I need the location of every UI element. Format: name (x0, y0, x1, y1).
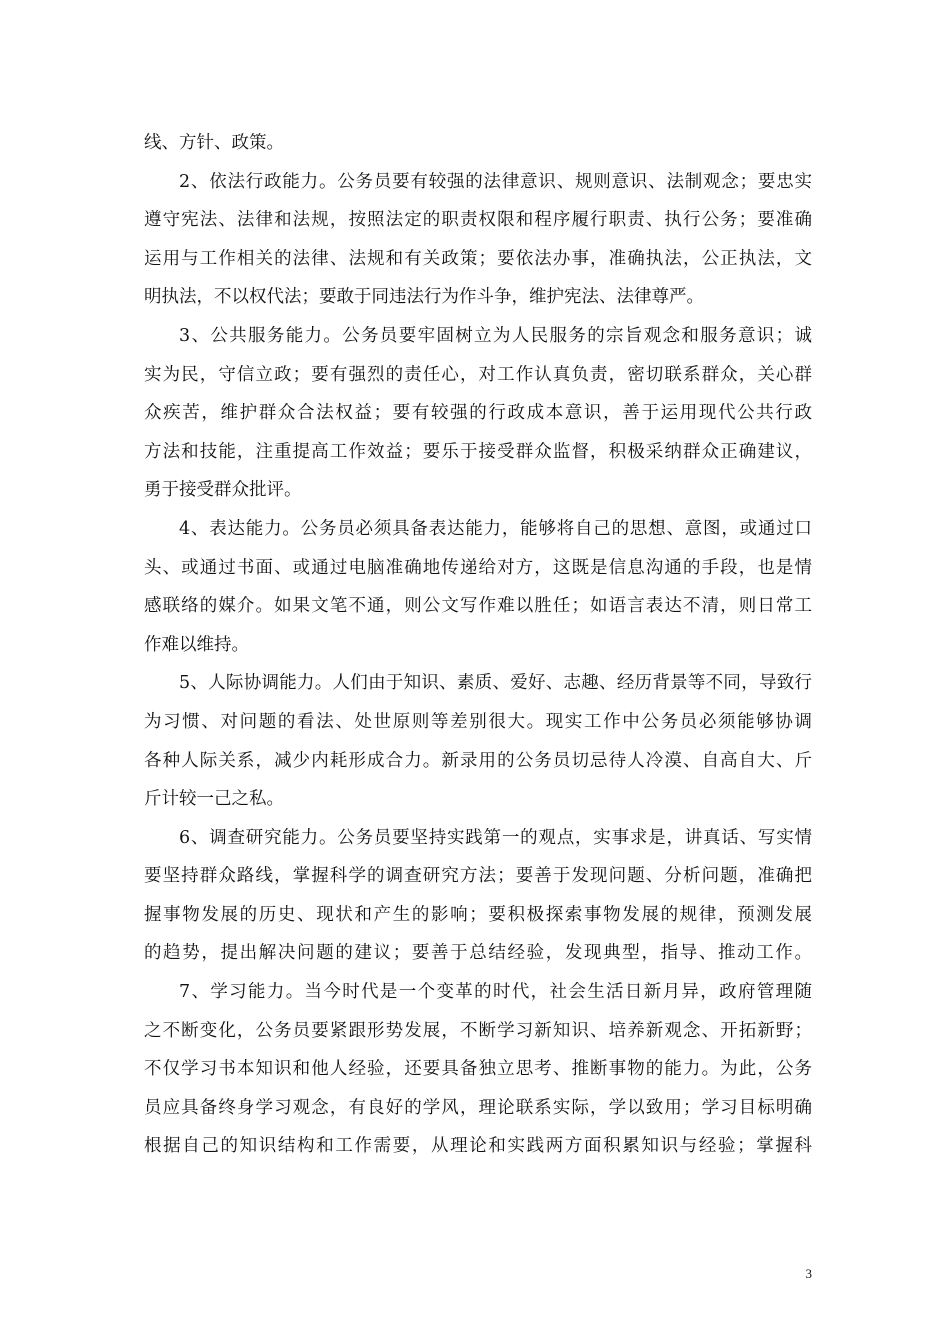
text-line: 线、方针、政策。 (144, 133, 284, 153)
text-line: 3、公共服务能力。公务员要牢固树立为人民服务的宗旨观念和服务意识；诚 (179, 325, 812, 346)
page-number: 3 (805, 1266, 812, 1281)
text-line: 众疾苦，维护群众合法权益；要有较强的行政成本意识，善于运用现代公共行政 (144, 403, 812, 424)
text-line: 2、依法行政能力。公务员要有较强的法律意识、规则意识、法制观念；要忠实 (179, 171, 812, 192)
text-line: 勇于接受群众批评。 (144, 480, 302, 501)
text-line: 遵守宪法、法律和法规，按照法定的职责权限和程序履行职责、执行公务；要准确 (144, 210, 812, 231)
text-line: 握事物发展的历史、现状和产生的影响；要积极探索事物发展的规律，预测发展 (144, 904, 812, 925)
text-line: 要坚持群众路线，掌握科学的调查研究方法；要善于发现问题、分析问题，准确把 (144, 866, 812, 887)
text-line: 感联络的媒介。如果文笔不通，则公文写作难以胜任；如语言表达不清，则日常工 (144, 596, 812, 617)
text-line: 各种人际关系，减少内耗形成合力。新录用的公务员切忌待人冷漠、自高自大、斤 (144, 750, 812, 771)
text-line: 不仅学习书本知识和他人经验，还要具备独立思考、推断事物的能力。为此，公务 (144, 1059, 812, 1080)
text-line: 明执法，不以权代法；要敢于同违法行为作斗争，维护宪法、法律尊严。 (144, 287, 704, 308)
text-line: 斤计较一己之私。 (144, 789, 284, 810)
text-line: 6、调查研究能力。公务员要坚持实践第一的观点，实事求是，讲真话、写实情 (179, 827, 812, 848)
text-line: 员应具备终身学习观念，有良好的学风，理论联系实际，学以致用；学习目标明确 (144, 1097, 812, 1118)
text-line: 实为民，守信立政；要有强烈的责任心，对工作认真负责，密切联系群众，关心群 (144, 364, 812, 385)
body-text (144, 124, 812, 1166)
text-line: 根据自己的知识结构和工作需要，从理论和实践两方面积累知识与经验；掌握科 (144, 1136, 812, 1157)
text-line: 为习惯、对问题的看法、处世原则等差别很大。现实工作中公务员必须能够协调 (144, 711, 812, 732)
text-line: 7、学习能力。当今时代是一个变革的时代，社会生活日新月异，政府管理随 (179, 982, 812, 1003)
text-line: 头、或通过书面、或通过电脑准确地传递给对方，这既是信息沟通的手段，也是情 (144, 557, 812, 578)
text-line: 作难以维持。 (144, 634, 249, 655)
text-line: 的趋势，提出解决问题的建议；要善于总结经验，发现典型，指导、推动工作。 (144, 943, 812, 964)
text-line: 之不断变化，公务员要紧跟形势发展，不断学习新知识、培养新观念、开拓新野； (144, 1020, 812, 1041)
text-line: 4、表达能力。公务员必须具备表达能力，能够将自己的思想、意图，或通过口 (179, 518, 812, 539)
text-line: 运用与工作相关的法律、法规和有关政策；要依法办事，准确执法，公正执法，文 (144, 248, 812, 269)
text-line: 方法和技能，注重提高工作效益；要乐于接受群众监督，积极采纳群众正确建议， (144, 441, 812, 462)
text-line: 5、人际协调能力。人们由于知识、素质、爱好、志趣、经历背景等不同，导致行 (179, 673, 812, 694)
